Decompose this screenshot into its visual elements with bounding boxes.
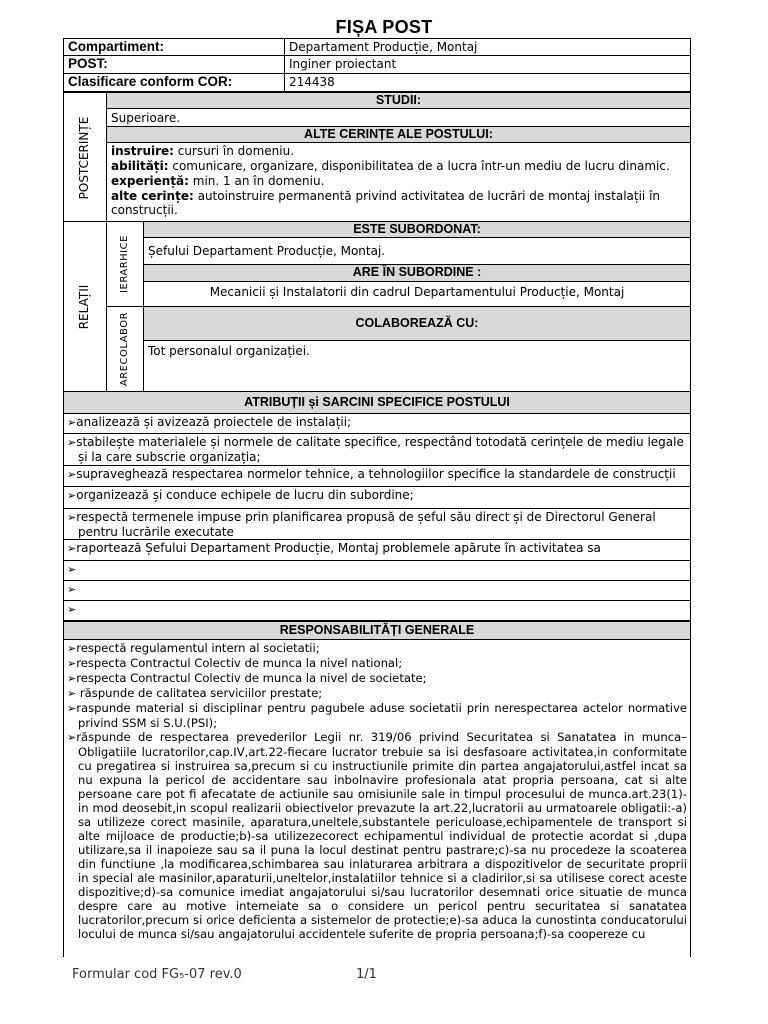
atributie-text: raportează Șefului Departament Producție, Montaj problemele apărute în activitatea sa [76, 541, 601, 555]
post-label: POST: [63, 55, 285, 74]
subordonat-value: Șefului Departament Producție, Montaj. [148, 244, 386, 258]
studii-value: Superioare. [111, 111, 181, 125]
alte-cerinte-cell [106, 142, 691, 222]
subordine-cell [143, 281, 691, 307]
responsabilitate-text: respecta Contractul Colectiv de munca la nivel de societate; [76, 671, 427, 685]
responsabilitate-text: răspunde de respectarea prevederilor Legii nr. 319/06 privind Securitatea si Sanatatea in munca– Obligatiile lucratorilor,cap.IV,art.22-fiecare lucrator trebuie sa isi desfasoare activitatea,in conformitate cu pregatirea si instruirea sa,precum si cu instructiunile primite din partea angajatorului,astfel incat sa nu expuna la pericol de accidentare sau inbolnavire profesionala atat propria persoana, cat si alte persoane care pot fi afecatate de actiunile sau omisiunile sale in timpul procesului de munca.art.23(1)-in mod deosebit,in scopul realizarii obiectivelor prevazute la art.22,lucratorii au urmatoarele obligatii:-a) sa utilizeze corect masinile, aparatura,uneltele,substantele periculoase,echipamentele de transport si alte mijloace de productie;b)-sa utilizezecorect echipamentul individual de protectie acordat si ,dupa utilizare,sa il inapoieze sau sa il puna la locul destinat pentru pastrare;c)-sa nu procedeze la scoaterea din functiune ,la modificarea,schimbarea sau inlaturarea arbitrara a dispozitivelor de securitate proprii in special ale masinilor,aparaturii,uneltelor,instalatiilor tehnice si a cladirilor,si sa utilisese corect aceste dispozitive;d)-sa comunice imediat angajatorului si/sau lucratorilor desemnati orice situatie de munca despre care au motive intemeiate sa o considere un pericol pentru securitatea si sanatatea lucratorilor,precum si orice deficienta a sistemelor de protectie;e)-sa aduca la cunostinta conducatorului locului de munca si/sau angajatorului accidentele suferite de propria persoana;f)-sa coopereze cu [76, 730, 687, 941]
post-value: Inginer proiectant [284, 55, 691, 74]
atributie-row [63, 465, 691, 487]
colaboreaza-cell [143, 340, 691, 392]
postcerinte-label: POSTCERINȚE [77, 116, 91, 200]
studii-header: STUDII: [106, 92, 691, 109]
arrow-bullet-icon: ➢ [67, 436, 77, 449]
responsabilitate-item [67, 671, 687, 686]
atributie-row [63, 413, 691, 434]
atributii-header: ATRIBUȚII și SARCINI SPECIFICE POSTULUI [63, 391, 691, 414]
arrow-bullet-icon: ➢ [67, 657, 77, 670]
postcerinte-side [63, 92, 107, 222]
arrow-bullet-icon: ➢ [67, 542, 77, 555]
relatii-side [63, 221, 107, 392]
compartiment-value: Departament Producție, Montaj [284, 38, 691, 56]
arrow-bullet-icon: ➢ [67, 603, 77, 616]
cerinta-abilitati: abilități: comunicare, organizare, disponibilitatea de a lucra într-un mediu de lucru dinamic. [111, 159, 670, 173]
subordonat-header: ESTE SUBORDONAT: [143, 221, 691, 238]
ierarhice-label: IERARHICE [119, 235, 130, 293]
atributie-row [63, 539, 691, 561]
atributie-text: organizează și conduce echipele de lucru din subordine; [76, 488, 414, 502]
responsabilitate-text: respectă regulamentul intern al societatii; [76, 641, 320, 655]
colaboreaza-value: Tot personalul organizației. [148, 344, 310, 358]
responsabilitate-item [67, 686, 687, 701]
arrow-bullet-icon: ➢ [67, 489, 77, 502]
arrow-bullet-icon: ➢ [67, 702, 77, 715]
compartiment-label: Compartiment: [63, 38, 285, 56]
responsabilitate-text: respecta Contractul Colectiv de munca la nivel national; [76, 656, 403, 670]
responsabilitati-list [64, 640, 690, 942]
page-title: FIȘA POST [335, 17, 433, 37]
atributie-row [63, 580, 691, 601]
cerinta-alte: alte cerințe: autoinstruire permanentă privind activitatea de lucrări de montaj instalații în construcții. [111, 189, 661, 217]
studii-value-cell [106, 108, 691, 127]
cerinta-instruire: instruire: cursuri în domeniu. [111, 144, 295, 158]
footer-page: 1/1 [356, 967, 377, 982]
cerinta-experienta: experiență: min. 1 an în domeniu. [111, 174, 325, 188]
arrow-bullet-icon: ➢ [67, 672, 77, 685]
atributie-row [63, 433, 691, 466]
arrow-bullet-icon: ➢ [67, 731, 77, 744]
cor-label: Clasificare conform COR: [63, 73, 285, 92]
atributie-row [63, 560, 691, 581]
atributie-text: supraveghează respectarea normelor tehnice, a tehnologiilor specifice la standardele de construcții [76, 467, 676, 481]
colaboreaza-header: COLABOREAZĂ CU: [143, 306, 691, 341]
arrow-bullet-icon: ➢ [67, 583, 77, 596]
responsabilitate-text: raspunde material si disciplinar pentru pagubele aduse societatii prin nerespectarea actelor normative privind SSM si S.U.(PSI); [76, 701, 687, 730]
responsabilitate-item [67, 641, 687, 656]
subordine-header: ARE ÎN SUBORDINE : [143, 264, 691, 282]
atributie-row [63, 600, 691, 621]
responsabilitate-item [67, 730, 687, 941]
relatii-label: RELAȚII [77, 284, 91, 330]
colabor-side [106, 306, 144, 392]
responsabilitate-item [67, 656, 687, 671]
alte-cerinte-header: ALTE CERINȚE ALE POSTULUI: [106, 126, 691, 143]
responsabilitate-text: răspunde de calitatea serviciilor prestate; [76, 686, 323, 700]
responsabilitati-header: RESPONSABILITĂȚI GENERALE [63, 621, 691, 640]
arrow-bullet-icon: ➢ [67, 687, 77, 700]
arrow-bullet-icon: ➢ [67, 642, 77, 655]
subordine-value: Mecanicii și Instalatorii din cadrul Departamentului Producție, Montaj [209, 285, 625, 299]
cor-value: 214438 [284, 73, 691, 92]
colabor-label: ARECOLABOR [119, 311, 130, 387]
atributie-row [63, 486, 691, 509]
ierarhice-side [106, 221, 144, 307]
atributie-text: stabilește materialele și normele de calitate specifice, respectând totodată cerințele de mediu legale și la care subscrie organizația; [76, 435, 684, 464]
atributie-text: respectă termenele impuse prin planificarea propusă de șeful său direct și de Directorul General pentru lucrările executate [76, 510, 656, 539]
header-table [63, 38, 691, 92]
arrow-bullet-icon: ➢ [67, 416, 77, 429]
atributie-text: analizează și avizează proiectele de instalații; [76, 415, 352, 429]
arrow-bullet-icon: ➢ [67, 511, 77, 524]
arrow-bullet-icon: ➢ [67, 563, 77, 576]
subordonat-cell [143, 237, 691, 265]
arrow-bullet-icon: ➢ [67, 468, 77, 481]
responsabilitate-item [67, 701, 687, 730]
footer-code: Formular cod FG₅-07 rev.0 [72, 967, 242, 982]
atributie-row [63, 508, 691, 540]
responsabilitati-cell [63, 639, 691, 957]
